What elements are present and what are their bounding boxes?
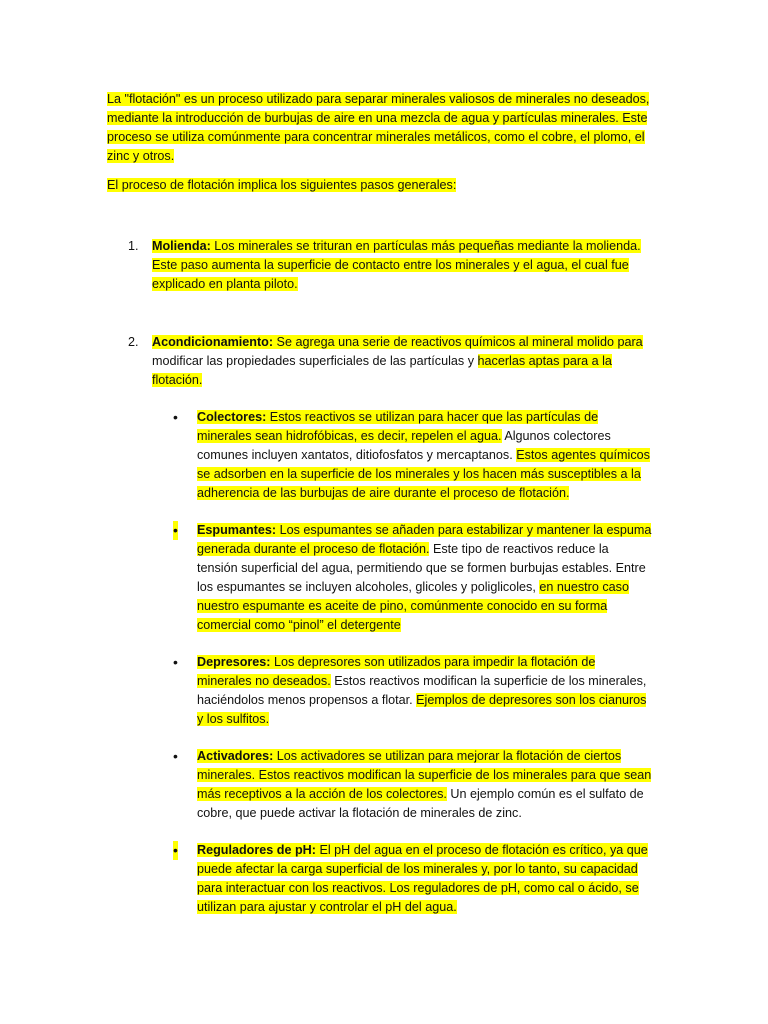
bullet-item-colectores [107, 408, 652, 503]
bullet-title: Espumantes: [197, 523, 277, 537]
bullet-marker: • [173, 522, 178, 538]
bullet-title: Depresores: [197, 655, 271, 669]
list-number: 1. [128, 239, 139, 253]
bullet-item-activadores [107, 747, 652, 823]
bullet-marker: • [173, 842, 178, 858]
bullet-title: Colectores: [197, 410, 267, 424]
document-body [107, 90, 652, 917]
bullet-text: Colectores: Estos reactivos se utilizan para hacer que las partículas de minerales sean hidrofóbicas, es decir, repelen el agua. Algunos colectores comunes incluyen xantatos, ditiofosfatos y mercaptanos. Estos agentes químicos se adsorben en la superficie de los minerales y los hacen más susceptibles a la adherencia de las burbujas de aire durante el proceso de flotación. [197, 410, 650, 500]
bullet-title: Activadores: [197, 749, 274, 763]
item-title: Acondicionamiento: [152, 335, 274, 349]
bullet-marker: • [173, 748, 178, 764]
bullet-text: Espumantes: Los espumantes se añaden para estabilizar y mantener la espuma generada durante el proceso de flotación. Este tipo de reactivos reduce la tensión superficial del agua, permitiendo que se formen burbujas estables. Entre los espumantes se incluyen alcoholes, glicoles y poliglicoles, en nuestro caso nuestro espumante es aceite de pino, comúnmente conocido en su forma comercial como “pinol” el detergente [197, 523, 652, 632]
bullet-item-espumantes [107, 521, 652, 635]
item-body-plain: modificar las propiedades superficiales de las partículas y [152, 354, 478, 368]
bullet-marker: • [173, 409, 178, 425]
list-item-text [152, 333, 652, 390]
bullet-marker: • [173, 654, 178, 670]
list-item-acondicionamiento [107, 333, 652, 390]
intro-paragraph-text: La "flotación" es un proceso utilizado para separar minerales valiosos de minerales no deseados, mediante la introducción de burbujas de aire en una mezcla de agua y partículas minerales. Este proceso se utiliza comúnmente para concentrar minerales metálicos, como el cobre, el plomo, el zinc y otros. [107, 92, 650, 163]
bullet-item-reguladores-ph [107, 841, 652, 917]
steps-intro-text: El proceso de flotación implica los siguientes pasos generales: [107, 178, 457, 192]
list-item-molienda [107, 237, 652, 294]
item-body-highlighted: Se agrega una serie de reactivos químicos al mineral molido para [273, 335, 643, 349]
intro-paragraph [107, 90, 652, 166]
item-body: Los minerales se trituran en partículas más pequeñas mediante la molienda. Este paso aumenta la superficie de contacto entre los minerales y el agua, el cual fue explicado en planta piloto. [152, 239, 641, 291]
steps-intro-paragraph [107, 176, 652, 195]
bullet-text: Depresores: Los depresores son utilizados para impedir la flotación de minerales no deseados. Estos reactivos modifican la superficie de los minerales, haciéndolos menos propensos a flotar. Ejemplos de depresores son los cianuros y los sulfitos. [197, 655, 647, 726]
bullet-text: Activadores: Los activadores se utilizan para mejorar la flotación de ciertos minerales. Estos reactivos modifican la superficie de los minerales para que sean más receptivos a la acción de los colectores. Un ejemplo común es el sulfato de cobre, que puede activar la flotación de minerales de zinc. [197, 749, 652, 820]
list-item-text [152, 237, 652, 294]
bullet-text: Reguladores de pH: El pH del agua en el proceso de flotación es crítico, ya que puede afectar la carga superficial de los minerales y, por lo tanto, su capacidad para interactuar con los reactivos. Los reguladores de pH, como cal o ácido, se utilizan para ajustar y controlar el pH del agua. [197, 843, 648, 914]
item-title: Molienda: [152, 239, 211, 253]
bullet-title: Reguladores de pH: [197, 843, 316, 857]
list-number: 2. [128, 335, 139, 349]
item-body-highlighted-end: hacerlas aptas para a la flotación. [152, 354, 612, 387]
bullet-item-depresores [107, 653, 652, 729]
